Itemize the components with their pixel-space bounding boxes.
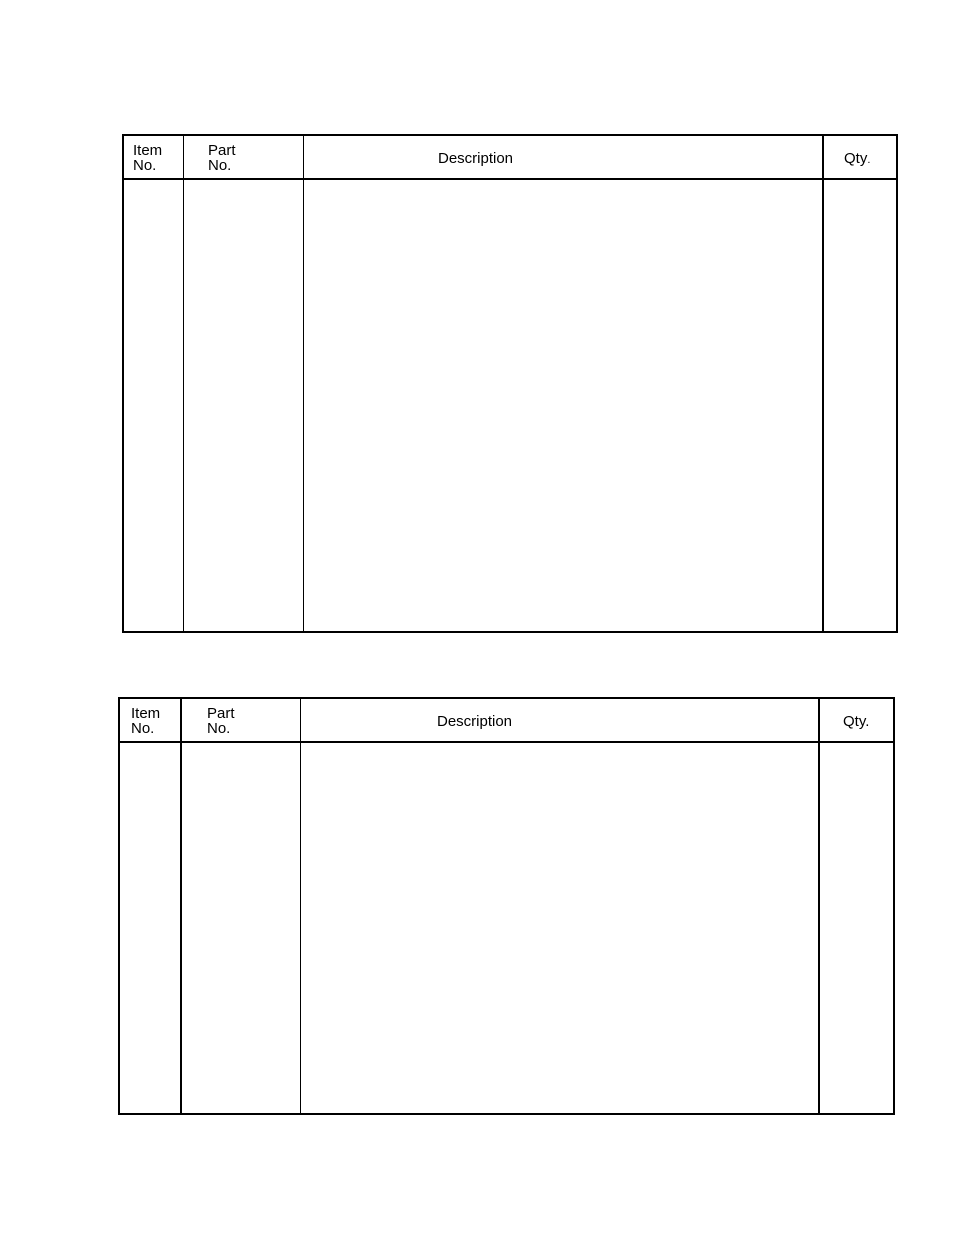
header-item-no: Item No. — [133, 142, 163, 174]
header-part-no: Part No. — [208, 142, 236, 174]
column-divider-description-qty — [822, 136, 824, 631]
column-divider-description-qty — [818, 699, 820, 1113]
column-divider-item-part — [180, 699, 182, 1113]
column-divider-part-description — [303, 136, 304, 631]
header-description: Description — [438, 150, 514, 167]
header-part-no: Part No. — [207, 705, 235, 737]
parts-list-table-2 — [118, 697, 895, 1115]
header-qty: Qty. — [844, 150, 871, 167]
header-item-no: Item No. — [131, 705, 161, 737]
header-qty: Qty. — [843, 713, 870, 730]
parts-list-table-1 — [122, 134, 898, 633]
column-divider-part-description — [300, 699, 301, 1113]
column-divider-item-part — [183, 136, 184, 631]
header-description: Description — [437, 713, 513, 730]
